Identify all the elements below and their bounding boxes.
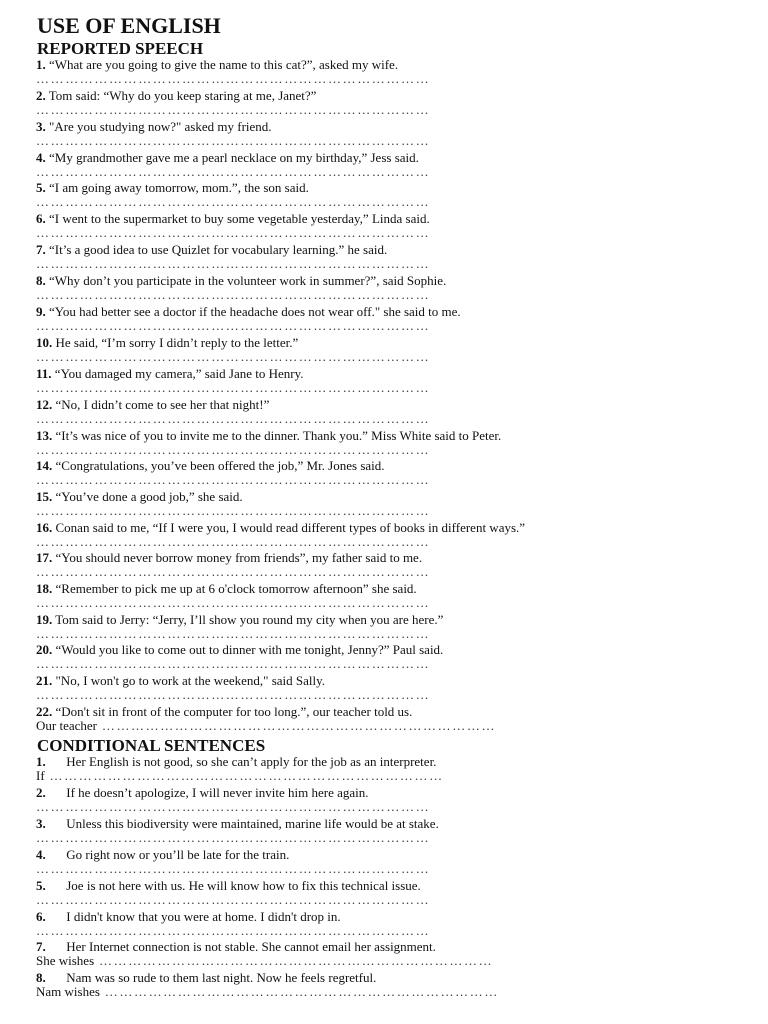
answer-dots: ……………………………………………………………………… [36, 318, 431, 333]
question-number: 14. [36, 458, 53, 473]
answer-dots: ……………………………………………………………………… [36, 287, 431, 302]
answer-line[interactable] [36, 504, 430, 517]
question-text: I didn't know that you were at home. I didn't drop in. [66, 909, 341, 924]
question-text: “Would you like to come out to dinner with me tonight, Jenny?” Paul said. [55, 642, 444, 657]
answer-dots: ……………………………………………………………………… [36, 687, 431, 702]
answer-dots: ……………………………………………………………………… [36, 656, 431, 671]
question-number: 3. [36, 816, 46, 831]
question-text: “You’ve done a good job,” she said. [55, 489, 243, 504]
reported-speech-question [36, 304, 461, 319]
reported-speech-heading: REPORTED SPEECH [37, 39, 204, 58]
question-number: 18. [36, 581, 53, 596]
answer-line[interactable] [36, 226, 430, 239]
answer-line[interactable] [36, 195, 430, 208]
question-text: Tom said: “Why do you keep staring at me, Janet?” [48, 88, 317, 103]
answer-dots: ……………………………………………………………………… [36, 411, 431, 426]
question-number: 6. [36, 909, 46, 924]
question-text: “I am going away tomorrow, mom.”, the son said. [49, 180, 309, 195]
question-number: 8. [36, 273, 46, 288]
reported-speech-question [36, 335, 298, 350]
question-number: 22. [36, 704, 53, 719]
answer-dots: ……………………………………………………………………… [36, 595, 431, 610]
answer-dots: ……………………………………………………………………… [36, 892, 431, 907]
answer-dots: ……………………………………………………………………… [36, 923, 431, 938]
answer-prefix: Nam wishes [36, 984, 100, 999]
reported-speech-question [36, 88, 316, 103]
answer-dots: ……………………………………………………………………… [36, 71, 431, 86]
question-number: 9. [36, 304, 46, 319]
reported-speech-question [36, 642, 443, 657]
question-text: “Remember to pick me up at 6 o'clock tomorrow afternoon” she said. [55, 581, 417, 596]
answer-line[interactable] [36, 688, 430, 701]
answer-line[interactable] [36, 288, 430, 301]
conditional-question [36, 878, 421, 893]
question-number: 20. [36, 642, 53, 657]
answer-dots: ……………………………………………………………………… [36, 442, 431, 457]
question-text: "No, I won't go to work at the weekend," said Sally. [55, 673, 326, 688]
question-number: 11. [36, 366, 52, 381]
answer-dots: ……………………………………………………………………… [36, 164, 431, 179]
question-number: 21. [36, 673, 53, 688]
question-number: 17. [36, 550, 53, 565]
reported-speech-question [36, 704, 412, 719]
answer-dots: ……………………………………………………………………… [36, 564, 431, 579]
answer-dots: ……………………………………………………………………… [36, 102, 431, 117]
answer-dots: ……………………………………………………………………… [104, 984, 499, 999]
question-text: "Are you studying now?" asked my friend. [49, 119, 272, 134]
answer-line[interactable] [36, 862, 430, 875]
question-text: Her English is not good, so she can’t apply for the job as an interpreter. [66, 754, 437, 769]
answer-dots: ……………………………………………………………………… [36, 861, 431, 876]
answer-line[interactable] [36, 769, 444, 782]
question-text: “I went to the supermarket to buy some vegetable yesterday,” Linda said. [49, 211, 430, 226]
conditional-question [36, 939, 436, 954]
page-title: USE OF ENGLISH [37, 13, 221, 38]
question-text: “No, I didn’t come to see her that night!” [55, 397, 270, 412]
question-text: If he doesn’t apologize, I will never invite him here again. [66, 785, 369, 800]
answer-line[interactable] [36, 412, 430, 425]
reported-speech-question [36, 458, 385, 473]
question-number: 4. [36, 150, 46, 165]
conditional-question [36, 847, 289, 862]
reported-speech-question [36, 150, 419, 165]
question-text: “Congratulations, you’ve been offered the job,” Mr. Jones said. [55, 458, 385, 473]
question-number: 15. [36, 489, 53, 504]
answer-line[interactable] [36, 165, 430, 178]
answer-line[interactable] [36, 134, 430, 147]
answer-dots: ……………………………………………………………………… [49, 768, 444, 783]
answer-line[interactable] [36, 443, 430, 456]
answer-dots: ……………………………………………………………………… [36, 194, 431, 209]
answer-dots: ……………………………………………………………………… [101, 718, 497, 733]
question-number: 7. [36, 939, 46, 954]
answer-line[interactable] [36, 535, 430, 548]
question-text: “You had better see a doctor if the headache does not wear off." she said to me. [49, 304, 461, 319]
conditional-question [36, 816, 439, 831]
answer-line[interactable] [36, 800, 430, 813]
reported-speech-question [36, 612, 443, 627]
answer-line[interactable] [36, 924, 430, 937]
answer-dots: ……………………………………………………………………… [36, 626, 431, 641]
answer-dots: ……………………………………………………………………… [36, 256, 431, 271]
conditional-question [36, 909, 341, 924]
reported-speech-question [36, 366, 304, 381]
answer-prefix: If [36, 768, 45, 783]
answer-line[interactable] [36, 565, 430, 578]
reported-speech-question [36, 581, 417, 596]
question-text: “You should never borrow money from friends”, my father said to me. [55, 550, 423, 565]
answer-dots: ……………………………………………………………………… [36, 133, 431, 148]
question-number: 4. [36, 847, 46, 862]
question-text: Tom said to Jerry: “Jerry, I’ll show you round my city when you are here.” [55, 612, 444, 627]
question-text: “My grandmother gave me a pearl necklace on my birthday,” Jess said. [49, 150, 419, 165]
question-text: Conan said to me, “If I were you, I would read different types of books in different ways.” [55, 520, 526, 535]
question-number: 13. [36, 428, 53, 443]
reported-speech-question [36, 211, 430, 226]
answer-dots: ……………………………………………………………………… [36, 472, 431, 487]
conditional-question [36, 970, 376, 985]
answer-dots: ……………………………………………………………………… [36, 799, 431, 814]
conditional-question [36, 785, 369, 800]
question-text: “What are you going to give the name to this cat?”, asked my wife. [49, 57, 399, 72]
question-text: “It’s was nice of you to invite me to the dinner. Thank you.” Miss White said to Peter. [55, 428, 502, 443]
answer-line[interactable] [36, 719, 496, 732]
answer-dots: ……………………………………………………………………… [99, 953, 494, 968]
answer-line[interactable] [36, 893, 430, 906]
reported-speech-question [36, 57, 398, 72]
answer-line[interactable] [36, 473, 430, 486]
question-number: 19. [36, 612, 53, 627]
answer-line[interactable] [36, 596, 430, 609]
question-text: “You damaged my camera,” said Jane to Henry. [54, 366, 304, 381]
answer-line[interactable] [36, 985, 499, 998]
reported-speech-question [36, 673, 325, 688]
answer-prefix: She wishes [36, 953, 95, 968]
conditional-sentences-heading: CONDITIONAL SENTENCES [37, 736, 266, 755]
conditional-question [36, 754, 436, 769]
answer-dots: ……………………………………………………………………… [36, 380, 431, 395]
answer-line[interactable] [36, 72, 430, 85]
question-number: 10. [36, 335, 53, 350]
reported-speech-question [36, 119, 272, 134]
question-text: Go right now or you’ll be late for the train. [66, 847, 290, 862]
reported-speech-question [36, 180, 309, 195]
answer-line[interactable] [36, 954, 493, 967]
question-number: 2. [36, 785, 46, 800]
answer-line[interactable] [36, 103, 430, 116]
answer-line[interactable] [36, 350, 430, 363]
reported-speech-question [36, 520, 525, 535]
answer-dots: ……………………………………………………………………… [36, 503, 431, 518]
question-text: Joe is not here with us. He will know how to fix this technical issue. [66, 878, 421, 893]
question-number: 7. [36, 242, 46, 257]
answer-line[interactable] [36, 657, 430, 670]
reported-speech-question [36, 273, 446, 288]
question-number: 12. [36, 397, 53, 412]
question-text: Nam was so rude to them last night. Now he feels regretful. [66, 970, 377, 985]
question-number: 1. [36, 754, 46, 769]
answer-line[interactable] [36, 627, 430, 640]
question-number: 3. [36, 119, 46, 134]
question-text: “Why don’t you participate in the volunteer work in summer?”, said Sophie. [49, 273, 447, 288]
question-text: “It’s a good idea to use Quizlet for vocabulary learning.” he said. [49, 242, 388, 257]
answer-dots: ……………………………………………………………………… [36, 534, 431, 549]
answer-line[interactable] [36, 257, 430, 270]
reported-speech-question [36, 489, 243, 504]
answer-dots: ……………………………………………………………………… [36, 225, 431, 240]
question-text: Her Internet connection is not stable. She cannot email her assignment. [66, 939, 436, 954]
question-text: He said, “I’m sorry I didn’t reply to the letter.” [55, 335, 299, 350]
answer-line[interactable] [36, 381, 430, 394]
question-number: 5. [36, 878, 46, 893]
question-number: 2. [36, 88, 46, 103]
reported-speech-question [36, 397, 269, 412]
question-number: 8. [36, 970, 46, 985]
question-text: Unless this biodiversity were maintained, marine life would be at stake. [66, 816, 439, 831]
question-number: 16. [36, 520, 53, 535]
reported-speech-question [36, 242, 387, 257]
reported-speech-question [36, 550, 422, 565]
reported-speech-question [36, 428, 501, 443]
answer-line[interactable] [36, 831, 430, 844]
answer-dots: ……………………………………………………………………… [36, 349, 431, 364]
question-number: 5. [36, 180, 46, 195]
question-text: “Don't sit in front of the computer for too long.”, our teacher told us. [55, 704, 413, 719]
question-number: 6. [36, 211, 46, 226]
question-number: 1. [36, 57, 46, 72]
answer-prefix: Our teacher [36, 718, 97, 733]
answer-line[interactable] [36, 319, 430, 332]
answer-dots: ……………………………………………………………………… [36, 830, 431, 845]
